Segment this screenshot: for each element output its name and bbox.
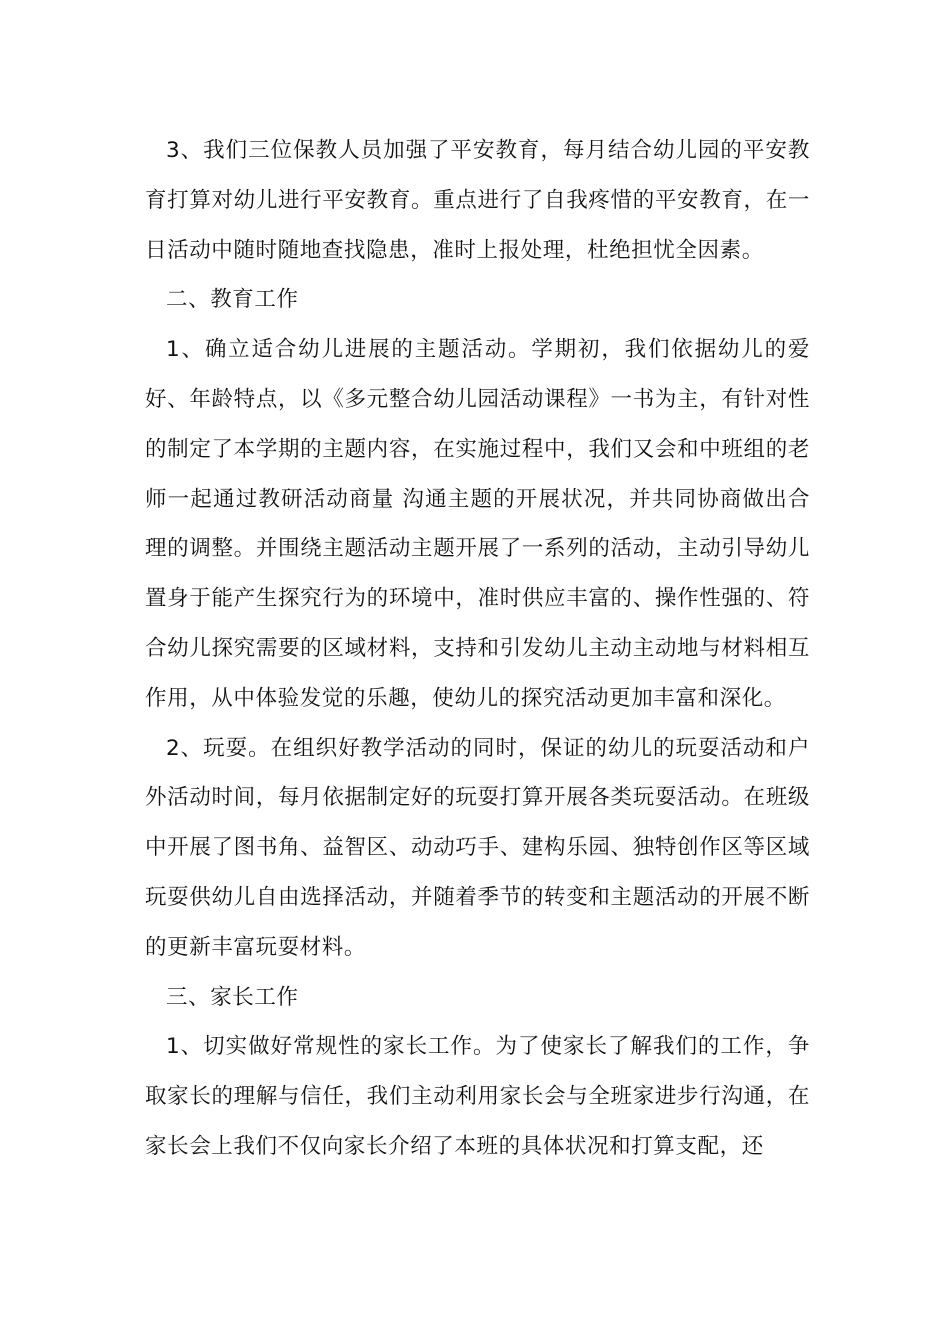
section-heading-parent-work: 三、家长工作	[166, 984, 299, 1010]
paragraph-parent-communication: 1、切实做好常规性的家长工作。为了使家长了解我们的工作，争取家长的理解与信任，我们主动利用家长会与全班家进步行沟通，在家长会上我们不仅向家长介绍了本班的具体状况和打算支配，还	[145, 1034, 810, 1159]
section-heading-education-work: 二、教育工作	[166, 287, 299, 313]
document-body	[145, 126, 810, 1172]
paragraph-safety-education: 3、我们三位保教人员加强了平安教育，每月结合幼儿园的平安教育打算对幼儿进行平安教育。重点进行了自我疼惜的平安教育，在一日活动中随时随地查找隐患，准时上报处理，杜绝担忧全因素。	[145, 138, 810, 263]
paragraph-play-activities: 2、玩耍。在组织好教学活动的同时，保证的幼儿的玩耍活动和户外活动时间，每月依据制定好的玩耍打算开展各类玩耍活动。在班级中开展了图书角、益智区、动动巧手、建构乐园、独特创作区等区域玩耍供幼儿自由选择活动，并随着季节的转变和主题活动的开展不断的更新丰富玩耍材料。	[145, 735, 810, 960]
paragraph-theme-activities: 1、确立适合幼儿进展的主题活动。学期初，我们依据幼儿的爱好、年龄特点，以《多元整合幼儿园活动课程》一书为主，有针对性的制定了本学期的主题内容，在实施过程中，我们又会和中班组的老师一起通过教研活动商量 沟通主题的开展状况，并共同协商做出合理的调整。并围绕主题活动主题开展了一系列的活动，主动引导幼儿置身于能产生探究行为的环境中，准时供应丰富的、操作性强的、符合幼儿探究需要的区域材料，支持和引发幼儿主动主动地与材料相互作用，从中体验发觉的乐趣，使幼儿的探究活动更加丰富和深化。	[145, 337, 810, 711]
